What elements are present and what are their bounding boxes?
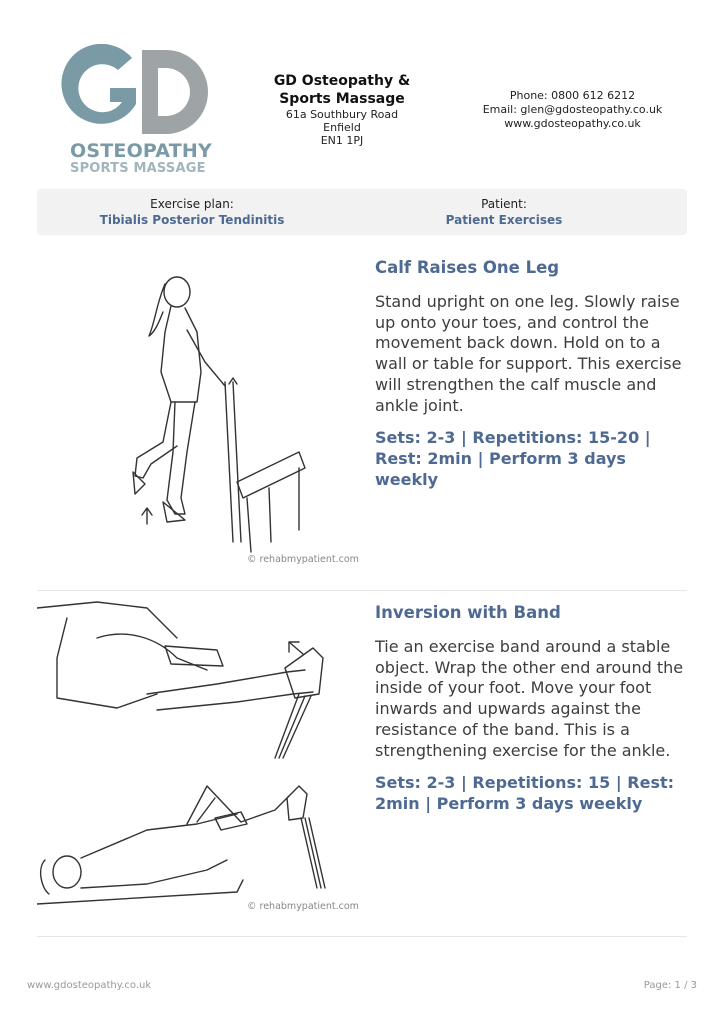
exercise-2-sets: Sets: 2-3 | Repetitions: 15 | Rest: 2min | Perform 3 days weekly [375,773,675,813]
email-text[interactable]: Email: glen@gdosteopathy.co.uk [482,103,663,116]
exercise-plan-value: Tibialis Posterior Tendinitis [99,213,285,227]
website-link[interactable]: www.gdosteopathy.co.uk [504,117,641,130]
exercise-2-image [37,598,367,916]
image-credit-1: © rehabmypatient.com [247,554,359,565]
logo-text-sports-massage: SPORTS MASSAGE [70,161,206,176]
exercise-divider [37,590,687,591]
gd-logo [58,44,212,176]
inversion-band-illustration [37,598,367,916]
exercise-1-sets: Sets: 2-3 | Repetitions: 15-20 | Rest: 2min | Perform 3 days weekly [375,428,651,489]
gd-logo-mark [58,44,208,140]
business-name: GD Osteopathy & Sports Massage [273,73,411,107]
exercise-plan-block [42,196,342,228]
footer-page-number: Page: 1 / 3 [643,980,697,991]
phone-text: Phone: 0800 612 6212 [509,89,636,102]
exercise-divider-bottom [37,936,687,937]
address-line-2: Enfield [323,121,361,134]
exercise-2-description: Tie an exercise band around a stable object. Wrap the other end around the inside of your foot. Move your foot inwards and upwards against the resistance of the band. This is a strengthening exercise for the ankle. [375,637,684,760]
footer-website[interactable]: www.gdosteopathy.co.uk [27,980,152,991]
exercise-1-description: Stand upright on one leg. Slowly raise up onto your toes, and control the movement back down. Hold on to a wall or table for support. This exercise will strengthen the calf muscle and ankle joint. [375,292,682,415]
business-info [250,72,434,147]
image-credit-2: © rehabmypatient.com [247,901,359,912]
patient-block [354,196,654,228]
exercise-2-title: Inversion with Band [375,603,561,622]
logo-text-osteopathy: OSTEOPATHY [70,140,212,162]
calf-raise-illustration [37,252,367,570]
contact-info [470,89,675,131]
patient-value: Patient Exercises [445,213,563,227]
address-line-1: 61a Southbury Road [285,108,399,121]
address-line-3: EN1 1PJ [320,134,364,147]
plan-summary-panel [37,189,687,235]
exercise-plan-label: Exercise plan: [150,197,234,211]
exercise-1-image [37,252,367,570]
patient-label: Patient: [481,197,527,211]
exercise-1-title: Calf Raises One Leg [375,258,560,277]
